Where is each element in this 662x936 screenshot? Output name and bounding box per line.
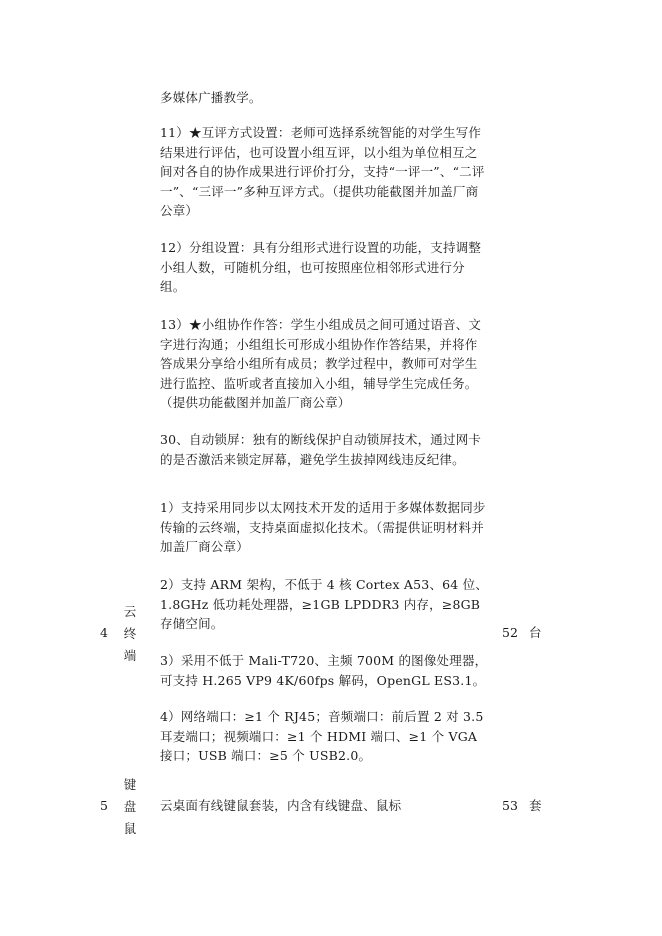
- quantity: 53: [502, 798, 518, 813]
- product-name-char: 云: [123, 604, 137, 619]
- product-name: [122, 774, 138, 840]
- spec-paragraph: 12）分组设置：具有分组形式进行设置的功能，支持调整小组人数，可随机分组，也可按照座位相邻形式进行分组。: [160, 240, 482, 295]
- product-name-char: 端: [123, 648, 137, 663]
- spec-paragraph: 11）★互评方式设置：老师可选择系统智能的对学生写作结果进行评估，也可设置小组互评，以小组为单位相互之间对各自的协作成果进行评价打分，支持“一评一”、“二评一”、“三评一”多种互评方式。（提供功能截图并加盖厂商公章）: [160, 125, 485, 219]
- product-name-char: 盘: [123, 799, 137, 814]
- spec-paragraph: 3）采用不低于 Mali-T720、主频 700M 的图像处理器，可支持 H.265 VP9 4K/60fps 解码，OpenGL ES3.1。: [160, 653, 488, 688]
- spec-paragraph: 30、自动锁屏：独有的断线保护自动锁屏技术，通过网卡的是否激活来锁定屏幕，避免学生拔掉网线违反纪律。: [160, 432, 482, 467]
- product-name-char: 鼠: [123, 821, 137, 836]
- spec-paragraph: 多媒体广播教学。: [160, 90, 262, 105]
- product-name-char: 键: [123, 777, 137, 792]
- row-index: 5: [100, 798, 108, 813]
- row-index: 4: [100, 625, 108, 640]
- spec-paragraph: 2）支持 ARM 架构，不低于 4 核 Cortex A53、64 位、1.8GHz 低功耗处理器，≥1GB LPDDR3 内存，≥8GB 存储空间。: [160, 577, 489, 632]
- spec-paragraph: 1）支持采用同步以太网技术开发的适用于多媒体数据同步传输的云终端，支持桌面虚拟化技术。（需提供证明材料并加盖厂商公章）: [160, 500, 486, 555]
- unit: 套: [529, 798, 542, 813]
- spec-paragraph: 4）网络端口：≥1 个 RJ45；音频端口：前后置 2 对 3.5 耳麦端口；视频端口：≥1 个 HDMI 端口、≥1 个 VGA 接口；USB 端口：≥5 个 USB2.0。: [160, 709, 484, 764]
- spec-paragraph: 13）★小组协作作答：学生小组成员之间可通过语音、文字进行沟通；小组组长可形成小组协作作答结果，并将作答成果分享给小组所有成员；教学过程中，教师可对学生进行监控、监听或者直接加入小组，辅导学生完成任务。（提供功能截图并加盖厂商公章）: [160, 317, 482, 411]
- unit: 台: [529, 625, 542, 640]
- spec-paragraph: 云桌面有线键鼠套装，内含有线键盘、鼠标: [160, 798, 402, 813]
- product-name: [122, 601, 138, 667]
- product-name-char: 终: [123, 626, 137, 641]
- quantity: 52: [502, 625, 518, 640]
